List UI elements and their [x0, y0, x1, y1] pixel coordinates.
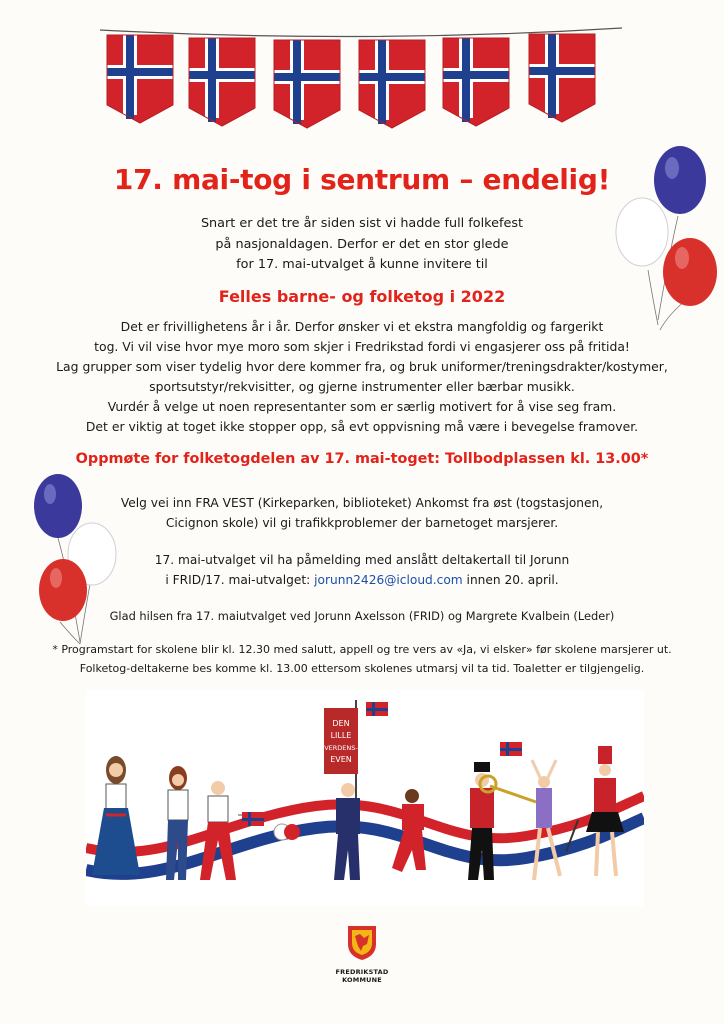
- meeting-heading: Oppmøte for folketogdelen av 17. mai-toget: Tollbodplassen kl. 13.00*: [75, 451, 649, 467]
- fredrikstad-coat-of-arms: [342, 922, 382, 962]
- bunting-flag-2: [189, 38, 255, 126]
- bunting-flag-5: [443, 38, 509, 126]
- bunting-flag-1: [107, 35, 173, 123]
- body-paragraph: [0, 317, 724, 437]
- body-line: Det er viktig at toget ikke stopper opp, så evt oppvisning må være i bevegelse framover.: [85, 419, 639, 434]
- parade-illustration: [86, 690, 644, 906]
- signup-line: 17. mai-utvalget vil ha påmelding med anslått deltakertall til Jorunn: [154, 553, 570, 567]
- banner-word: DEN: [332, 719, 350, 728]
- bunting-flags: [0, 0, 724, 150]
- signup-pre: i FRID/17. mai-utvalget:: [165, 573, 315, 587]
- bunting-flag-4: [359, 40, 425, 128]
- signup-line-2: [0, 570, 724, 590]
- bunting-flag-3: [274, 40, 340, 128]
- footnote-line: * Programstart for skolene blir kl. 12.30 med salutt, appell og tre vers av «Ja, vi elsker» før skolene marsjerer ut.: [52, 643, 672, 656]
- logo-line: KOMMUNE: [342, 976, 382, 984]
- intro-line: for 17. mai-utvalget å kunne invitere til: [236, 257, 488, 272]
- route-paragraph: [0, 493, 724, 533]
- logo-line: FREDRIKSTAD: [335, 968, 389, 976]
- banner-word: LILLE: [330, 731, 352, 740]
- route-line: Velg vei inn FRA VEST (Kirkeparken, biblioteket) Ankomst fra øst (togstasjonen,: [120, 496, 604, 510]
- banner-word: VERDENS-: [324, 744, 358, 752]
- footnote-line: Folketog-deltakerne bes komme kl. 13.00 ettersom skolenes utmarsj vil ta tid. Toaletter er tilgjengelig.: [79, 662, 645, 675]
- signup-post: innen 20. april.: [462, 573, 559, 587]
- banner-word: EVEN: [330, 755, 352, 764]
- small-flag: [500, 742, 522, 756]
- page-title: 17. mai-tog i sentrum – endelig!: [113, 163, 611, 196]
- body-line: Det er frivillighetens år i år. Derfor ønsker vi et ekstra mangfoldig og fargerikt: [120, 319, 604, 334]
- intro-paragraph: [0, 214, 724, 276]
- body-line: tog. Vi vil vise hvor mye moro som skjer i Fredrikstad fordi vi engasjerer oss på fritida!: [94, 339, 630, 354]
- subtitle: Felles barne- og folketog i 2022: [218, 287, 506, 306]
- bunting-flag-6: [529, 34, 595, 122]
- email-link[interactable]: jorunn2426@icloud.com: [314, 573, 463, 587]
- body-line: Lag grupper som viser tydelig hvor dere kommer fra, og bruk uniformer/treningsdrakter/kostymer,: [56, 359, 668, 374]
- logo-text: [322, 968, 402, 984]
- route-line: Cicignon skole) vil gi trafikkproblemer der barnetoget marsjerer.: [165, 516, 559, 530]
- body-line: sportsutstyr/rekvisitter, og gjerne instrumenter eller bærbar musikk.: [149, 379, 575, 394]
- signup-paragraph: [0, 550, 724, 590]
- greeting: Glad hilsen fra 17. maiutvalget ved Jorunn Axelsson (FRID) og Margrete Kvalbein (Leder): [109, 609, 615, 623]
- body-line: Vurdér å velge ut noen representanter som er særlig motivert for å vise seg fram.: [107, 399, 617, 414]
- intro-line: Snart er det tre år siden sist vi hadde full folkefest: [200, 216, 524, 231]
- intro-line: på nasjonaldagen. Derfor er det en stor glede: [215, 236, 509, 252]
- footnote: [0, 640, 724, 678]
- heart-balloons: [274, 824, 300, 840]
